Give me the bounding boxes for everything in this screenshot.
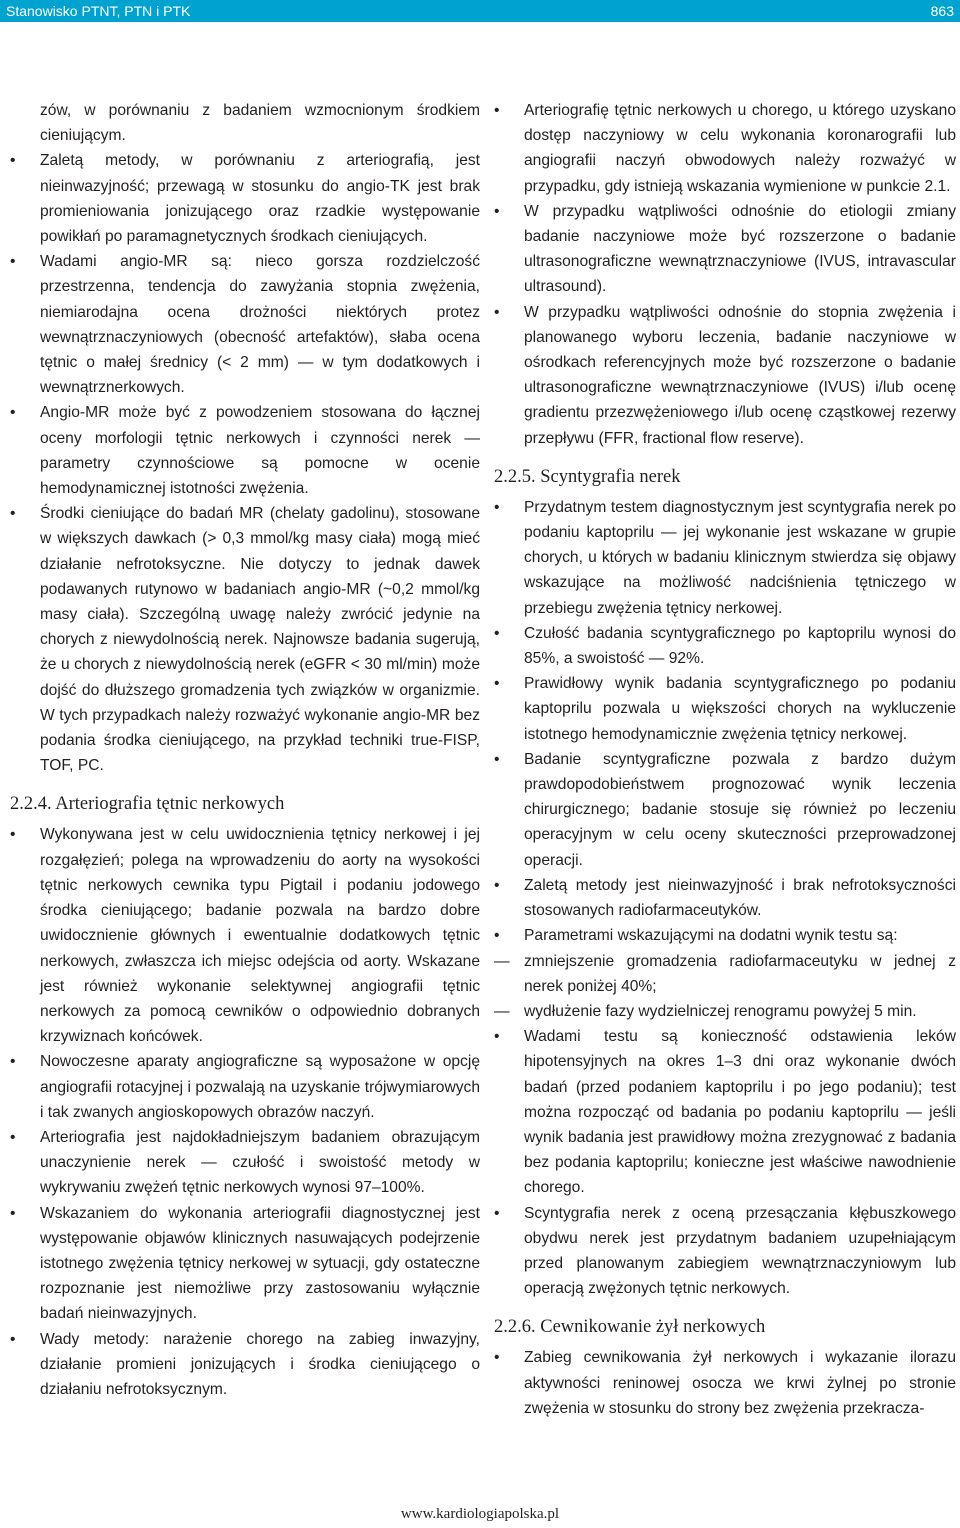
bullet-icon: • — [494, 1028, 500, 1046]
list-item: • W przypadku wątpliwości odnośnie do etiologii zmiany badanie naczyniowe może być rozszerzone o badanie ultrasonograficzne wewnątrznaczyniowe (IVUS, intravascular ultrasound). — [494, 199, 956, 300]
bullet-icon: • — [494, 927, 500, 945]
list-item: • Arteriografia jest najdokładniejszym badaniem obrazującym unaczynienie nerek — czułość i swoistość metody w wykrywaniu zwężeń tętnic nerkowych wynosi 97–100%. — [10, 1125, 480, 1201]
footer-url: www.kardiologiapolska.pl — [400, 1506, 560, 1522]
bullet-icon: • — [494, 675, 500, 693]
bullet-icon: • — [494, 303, 500, 321]
list-item: • Wadami testu są konieczność odstawienia leków hipotensyjnych na okres 1–3 dni oraz wykonanie dwóch badań (przed podaniem kaptoprilu i po jego podaniu); test można rozpocząć od badania po podaniu kaptoprilu — jeśli wynik badania jest prawidłowy można zrezygnować z badania bez podania kaptoprilu; konieczne jest właściwe nawodnienie chorego. — [494, 1024, 956, 1200]
page-number: 863 — [930, 3, 954, 19]
list-item: • Arteriografię tętnic nerkowych u chorego, u którego uzyskano dostęp naczyniowy w celu wykonania koronarografii lub angiografii naczyń obwodowych należy rozważyć w przypadku, gdy istnieją wskazania wymienione w punkcie 2.1. — [494, 98, 956, 199]
list-item: • Zabieg cewnikowania żył nerkowych i wykazanie ilorazu aktywności reninowej osocza we krwi żylnej po stronie zwężenia w stosunku do strony bez zwężenia przekracza- — [494, 1345, 956, 1421]
bullet-icon: • — [10, 152, 16, 170]
list-item: • Wykonywana jest w celu uwidocznienia tętnicy nerkowej i jej rozgałęzień; polega na wprowadzeniu do aorty na wysokości tętnic nerkowych cewnika typu Pigtail i podaniu jodowego środka cieniującego; badanie pozwala na bardzo dobre uwidocznienie głównych i ewentualnie dodatkowych tętnic nerkowych, zwłaszcza ich miejsc odejścia od aorty. Wskazane jest również wykonanie selektywnej angiografii tętnic nerkowych za pomocą cewników o odpowiednio dobranych krzywiznach końcówek. — [10, 822, 480, 1049]
bullet-icon: • — [494, 102, 500, 119]
bullet-icon: • — [10, 1128, 16, 1146]
running-header — [0, 0, 960, 22]
bullet-icon: • — [10, 505, 16, 523]
section-heading: 2.2.4. Arteriografia tętnic nerkowych — [10, 794, 285, 815]
list-item: • Przydatnym testem diagnostycznym jest scyntygrafia nerek po podaniu kaptoprilu — jej wykonanie jest wskazane w grupie chorych, u których w badaniu klinicznym stwierdza się objawy wskazujące na możliwość nadciśnienia tętniczego w przebiegu zwężenia tętnicy nerkowej. — [494, 495, 956, 621]
bullet-icon: • — [494, 498, 500, 516]
dash-item: — zmniejszenie gromadzenia radiofarmaceutyku w jednej z nerek poniżej 40%; — [494, 949, 956, 999]
list-item: • Zaletą metody, w porównaniu z arteriografią, jest nieinwazyjność; przewagą w stosunku do angio-TK jest brak promieniowania jonizującego oraz rzadkie występowanie powikłań po paramagnetycznych środkach cieniujących. — [10, 148, 480, 249]
bullet-icon: • — [10, 404, 16, 422]
list-item: • Wskazaniem do wykonania arteriografii diagnostycznej jest występowanie objawów klinicznych nasuwających podejrzenie istotnego zwężenia tętnicy nerkowej w sytuacji, gdy ostateczne rozpoznanie jest niemożliwe przy zastosowaniu wyłącznie badań nieinwazyjnych. — [10, 1201, 480, 1327]
bullet-icon: • — [10, 1204, 16, 1222]
bullet-icon: • — [494, 876, 500, 894]
list-item: • Czułość badania scyntygraficznego po kaptoprilu wynosi do 85%, a swoistość — 92%. — [494, 621, 956, 671]
bullet-icon: • — [494, 750, 500, 768]
bullet-icon: • — [10, 1053, 16, 1071]
bullet-icon: • — [10, 1330, 16, 1348]
bullet-icon: • — [494, 1349, 500, 1367]
section-heading: 2.2.5. Scyntygrafia nerek — [494, 466, 681, 487]
list-item: • Wadami angio-MR są: nieco gorsza rozdzielczość przestrzenna, tendencja do zawyżania stopnia zwężenia, niemiarodajna ocena drożności niektórych protez wewnątrznaczyniowych (obecność artefaktów), słaba ocena tętnic o małej średnicy (< 2 mm) — w tym dodatkowych i wewnątrznerkowych. — [10, 249, 480, 400]
list-item: • Angio-MR może być z powodzeniem stosowana do łącznej oceny morfologii tętnic nerkowych i czynności nerek — parametry czynnościowe są pomocne w ocenie hemodynamicznej istotności zwężenia. — [10, 400, 480, 501]
dash-icon: — — [494, 1002, 510, 1020]
list-item: • Scyntygrafia nerek z oceną przesączania kłębuszkowego obydwu nerek jest przydatnym badaniem uzupełniającym przed planowanym zabiegiem wewnątrznaczyniowym lub operacją zwężonych tętnic nerkowych. — [494, 1201, 956, 1302]
list-item: • Środki cieniujące do badań MR (chelaty gadolinu), stosowane w większych dawkach (> 0,3 mmol/kg masy ciała) mogą mieć działanie nefrotoksyczne. Nie dotyczy to jednak dawek podawanych rutynowo w badaniach angio-MR (~0,2 mmol/kg masy ciała). Szczególną uwagę należy zwrócić jedynie na chorych z niewydolnością nerek. Najnowsze badania sugerują, że u chorych z niewydolnością nerek (eGFR < 30 ml/min) może dojść do dłuższego gromadzenia tych związków w organizmie. W tych przypadkach należy rozważyć wykonanie angio-MR bez podania środka cieniującego, na przykład techniki true-FISP, TOF, PC. — [10, 501, 480, 778]
list-item: • Badanie scyntygraficzne pozwala z bardzo dużym prawdopodobieństwem prognozować wynik leczenia chirurgicznego; badanie stosuje się również po leczeniu operacyjnym w celu oceny skuteczności przeprowadzonej operacji. — [494, 747, 956, 873]
bullet-icon: • — [10, 826, 16, 844]
bullet-icon: • — [494, 202, 500, 220]
list-item: • Nowoczesne aparaty angiograficzne są wyposażone w opcję angiografii rotacyjnej i pozwalają na uzyskanie trójwymiarowych i tak zwanych angioskopowych obrazów naczyń. — [10, 1049, 480, 1125]
bullet-icon: • — [494, 624, 500, 642]
list-item: • W przypadku wątpliwości odnośnie do stopnia zwężenia i planowanego wyboru leczenia, badanie naczyniowe w ośrodkach referencyjnych może być rozszerzone o badanie ultrasonograficzne wewnątrznaczyniowe (IVUS) i/lub ocenę gradientu przezwężeniowego i/lub ocenę cząstkowej rezerwy przepływu (FFR, fractional flow reserve). — [494, 300, 956, 451]
list-item: • Wady metody: narażenie chorego na zabieg inwazyjny, działanie promieni jonizujących i środka cieniującego o działaniu nefrotoksycznym. — [10, 1327, 480, 1403]
bullet-icon: • — [10, 253, 16, 271]
dash-item: — wydłużenie fazy wydzielniczej renogramu powyżej 5 min. — [494, 999, 956, 1024]
bullet-icon: • — [494, 1204, 500, 1222]
journal-running-title: Stanowisko PTNT, PTN i PTK — [6, 3, 191, 19]
list-item: • Parametrami wskazującymi na dodatni wynik testu są: — [494, 923, 956, 948]
left-column — [10, 98, 480, 1402]
list-item: • Zaletą metody jest nieinwazyjność i brak nefrotoksyczności stosowanych radiofarmaceutyków. — [494, 873, 956, 923]
list-item: • Prawidłowy wynik badania scyntygraficznego po podaniu kaptoprilu pozwala u większości chorych na wykluczenie istotnego hemodynamicznie zwężenia tętnicy nerkowej. — [494, 671, 956, 747]
continued-paragraph: zów, w porównaniu z badaniem wzmocnionym środkiem cieniującym. — [40, 102, 480, 145]
dash-icon: — — [494, 952, 510, 970]
section-heading: 2.2.6. Cewnikowanie żył nerkowych — [494, 1317, 766, 1338]
right-column — [494, 98, 956, 1421]
